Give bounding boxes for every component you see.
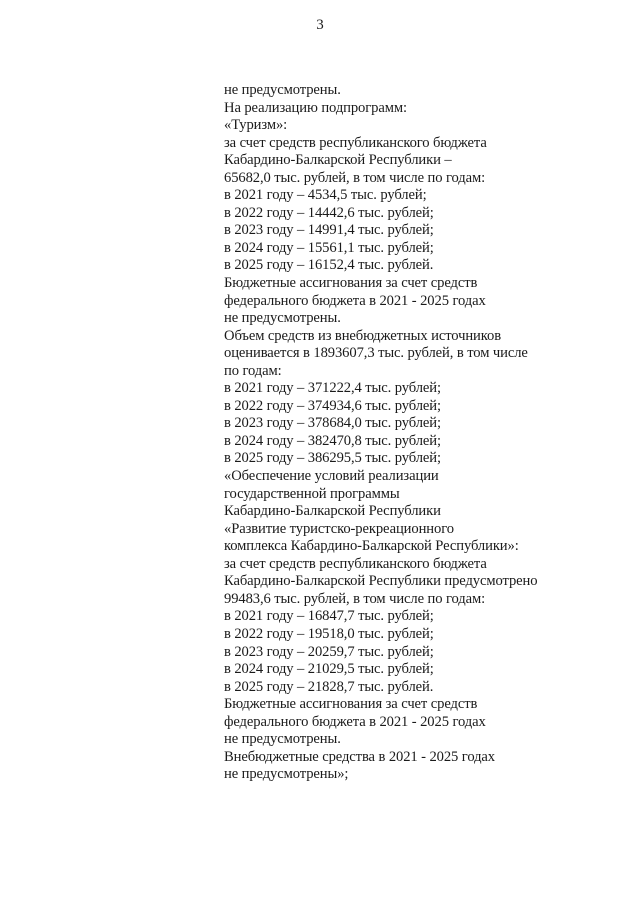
text-line: На реализацию подпрограмм: [224,99,407,116]
text-line: Объем средств из внебюджетных источников [224,327,501,344]
text-line: государственной программы [224,485,400,502]
body-text [224,82,624,784]
text-line: Внебюджетные средства в 2021 - 2025 годах [224,748,496,765]
text-line: в 2021 году – 4534,5 тыс. рублей; [224,187,427,204]
text-line: «Обеспечение условий реализации [224,468,439,485]
text-line: в 2023 году – 20259,7 тыс. рублей; [224,643,434,660]
text-line: в 2023 году – 378684,0 тыс. рублей; [224,415,441,432]
text-line: «Туризм»: [224,117,288,134]
text-line: Бюджетные ассигнования за счет средств [224,275,478,292]
text-line: Бюджетные ассигнования за счет средств [224,696,478,713]
text-line: в 2024 году – 15561,1 тыс. рублей; [224,239,434,256]
text-line: 99483,6 тыс. рублей, в том числе по годам: [224,590,486,607]
text-line: Кабардино-Балкарской Республики предусмотрено [224,573,538,590]
text-line: в 2022 году – 19518,0 тыс. рублей; [224,625,434,642]
text-line: в 2025 году – 386295,5 тыс. рублей; [224,450,441,467]
text-line: оценивается в 1893607,3 тыс. рублей, в том числе [224,345,528,362]
text-line: не предусмотрены. [224,310,341,327]
text-line: не предусмотрены. [224,731,341,748]
text-line: в 2024 году – 21029,5 тыс. рублей; [224,661,434,678]
text-line: Кабардино-Балкарской Республики [224,503,441,520]
text-line: федерального бюджета в 2021 - 2025 годах [224,292,486,309]
text-line: комплекса Кабардино-Балкарской Республики»: [224,538,519,555]
text-line: в 2024 году – 382470,8 тыс. рублей; [224,432,441,449]
page-number: 3 [316,17,324,33]
text-line: в 2021 году – 371222,4 тыс. рублей; [224,380,441,397]
text-line: не предусмотрены. [224,82,341,98]
text-line: в 2025 году – 21828,7 тыс. рублей. [224,678,434,695]
text-line: в 2021 году – 16847,7 тыс. рублей; [224,608,434,625]
text-line: 65682,0 тыс. рублей, в том числе по годам: [224,169,486,186]
text-line: «Развитие туристско-рекреационного [224,520,454,537]
text-line: Кабардино-Балкарской Республики – [224,152,452,169]
text-line: федерального бюджета в 2021 - 2025 годах [224,713,486,730]
text-line: не предусмотрены»; [224,766,349,783]
text-line: в 2023 году – 14991,4 тыс. рублей; [224,222,434,239]
text-line: за счет средств республиканского бюджета [224,555,487,572]
text-line: по годам: [224,362,282,379]
text-line: в 2025 году – 16152,4 тыс. рублей. [224,257,434,274]
text-line: за счет средств республиканского бюджета [224,134,487,151]
text-line: в 2022 году – 374934,6 тыс. рублей; [224,397,441,414]
text-line: в 2022 году – 14442,6 тыс. рублей; [224,204,434,221]
